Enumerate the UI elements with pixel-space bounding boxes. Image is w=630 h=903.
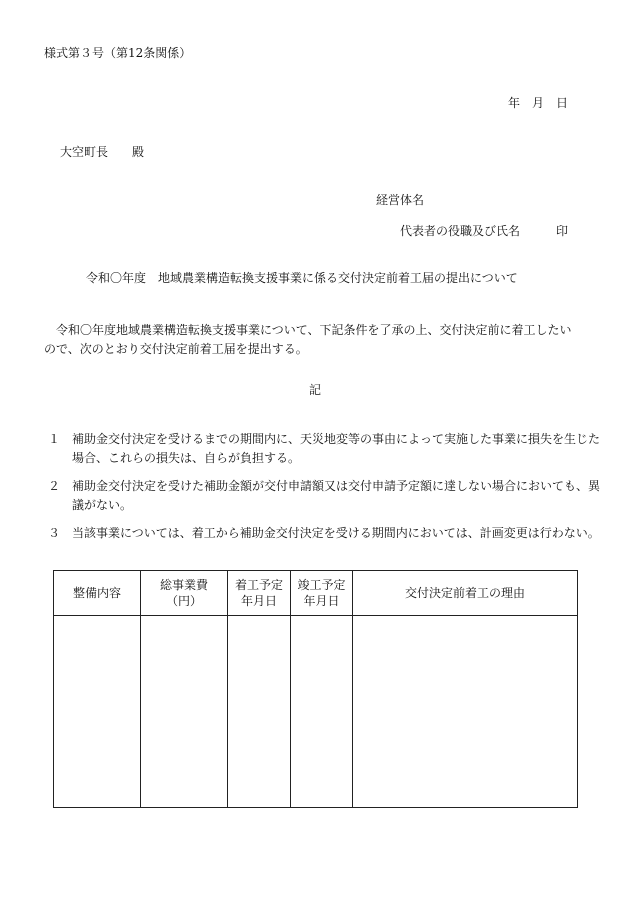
cell-completion-date[interactable] — [291, 616, 353, 808]
entity-name-label: 経営体名 — [376, 193, 425, 207]
cell-start-date[interactable] — [228, 616, 291, 808]
table-header-row — [54, 571, 578, 616]
condition-number: １ — [48, 432, 61, 446]
body-paragraph: 令和〇年度地域農業構造転換支援事業について、下記条件を了承の上、交付決定前に着工したいので、次のとおり交付決定前着工届を提出する。 — [44, 323, 572, 356]
cell-reason[interactable] — [353, 616, 578, 808]
condition-text: 当該事業については、着工から補助金交付決定を受ける期間内においては、計画変更は行わない。 — [72, 526, 600, 540]
date-line: 年 月 日 — [507, 96, 568, 110]
condition-text: 補助金交付決定を受けた補助金額が交付申請額又は交付申請予定額に達しない場合においても、異議がない。 — [72, 479, 601, 512]
header-completion-date: 竣工予定 年月日 — [291, 571, 353, 616]
ki-heading: 記 — [308, 383, 321, 397]
cell-maintenance-content[interactable] — [54, 616, 141, 808]
addressee: 大空町長 殿 — [60, 145, 145, 159]
representative-label: 代表者の役職及び氏名 印 — [400, 224, 569, 238]
table-row — [54, 616, 578, 808]
condition-text: 補助金交付決定を受けるまでの期間内に、天災地変等の事由によって実施した事業に損失を生じた場合、これらの損失は、自らが負担する。 — [72, 432, 601, 465]
reason-table — [53, 570, 578, 808]
document-title: 令和〇年度 地域農業構造転換支援事業に係る交付決定前着工届の提出について — [86, 271, 518, 285]
header-total-cost: 総事業費 （円） — [141, 571, 228, 616]
condition-item — [48, 430, 604, 468]
condition-number: ３ — [48, 526, 61, 540]
condition-item — [48, 477, 604, 515]
header-start-date: 着工予定 年月日 — [228, 571, 291, 616]
header-maintenance-content: 整備内容 — [54, 571, 141, 616]
form-number: 様式第３号（第12条関係） — [44, 46, 192, 60]
condition-number: ２ — [48, 479, 61, 493]
header-reason: 交付決定前着工の理由 — [353, 571, 578, 616]
cell-total-cost[interactable] — [141, 616, 228, 808]
condition-item — [48, 524, 604, 543]
